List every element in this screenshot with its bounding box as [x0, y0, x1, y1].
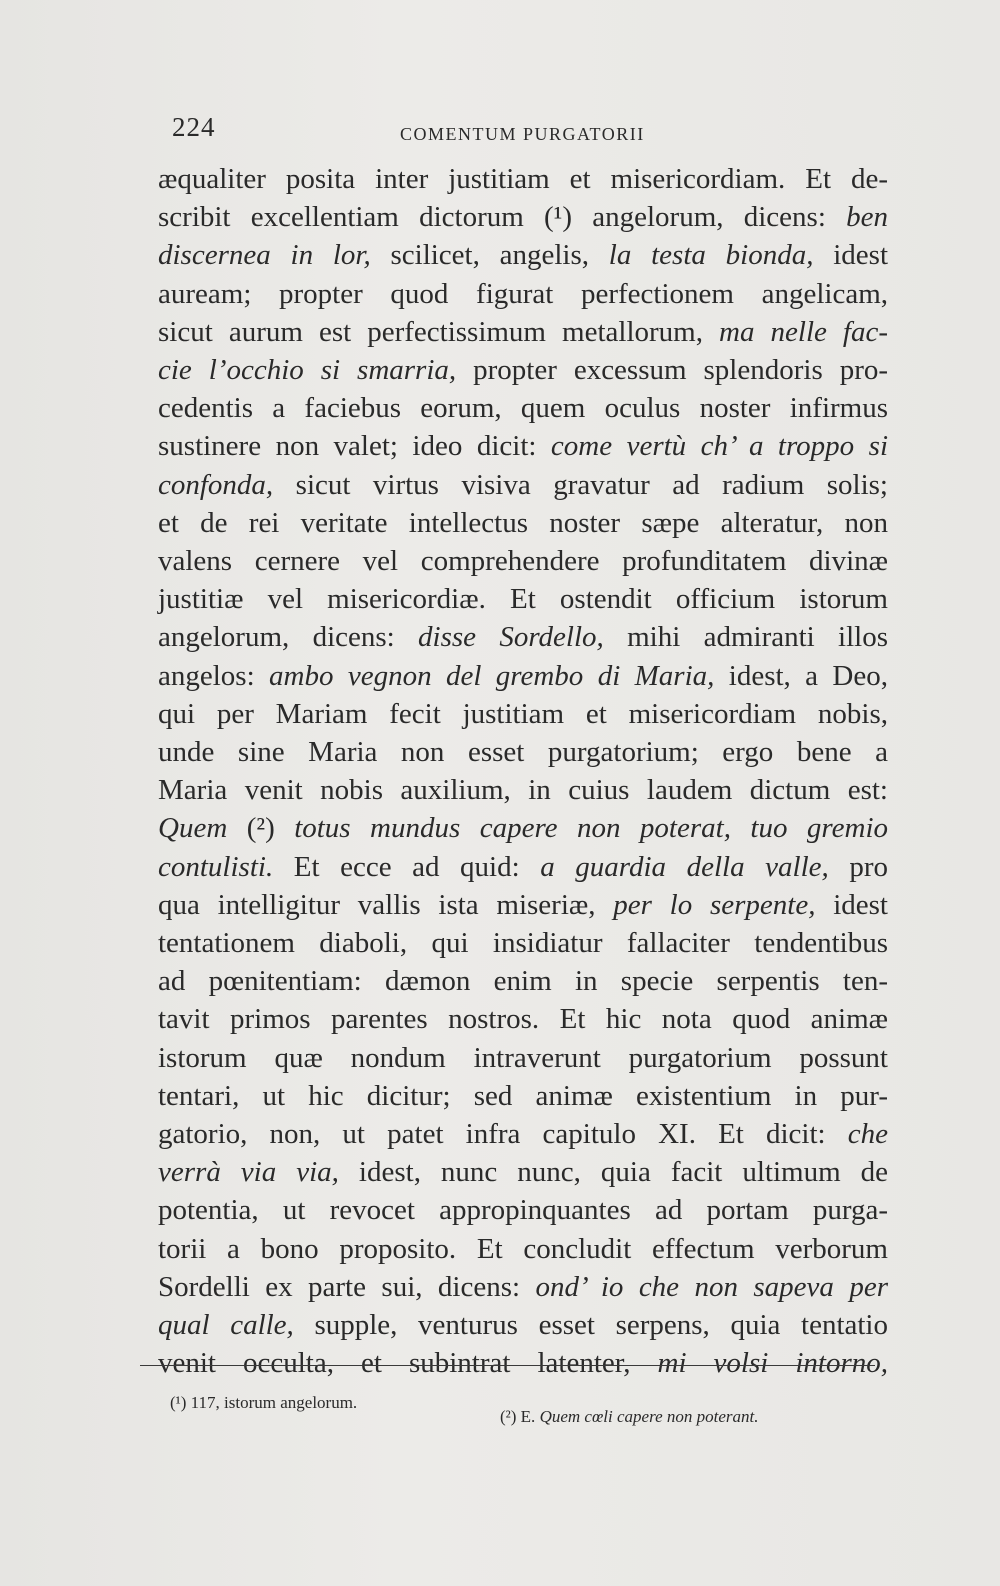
footnote-2-italic: Quem cœli capere non poterant.	[539, 1407, 759, 1426]
text-line: qua intelligitur vallis ista miseriæ, per lo serpente, idest	[158, 888, 888, 921]
text-line: Quem (²) totus mundus capere non poterat, tuo gremio	[158, 812, 888, 845]
text-line: confonda, sicut virtus visiva gravatur ad radium solis;	[158, 468, 888, 501]
text-line: angelos: ambo vegnon del grembo di Maria, idest, a Deo,	[158, 659, 888, 692]
text-line: auream; propter quod figurat perfectionem angelicam,	[158, 277, 888, 310]
text-line: cedentis a faciebus eorum, quem oculus noster infirmus	[158, 392, 888, 425]
footnote-rule	[140, 1365, 875, 1366]
page-number: 224	[172, 112, 216, 142]
text-line: tentationem diaboli, qui insidiatur fallaciter tendentibus	[158, 927, 888, 960]
text-line: valens cernere vel comprehendere profunditatem divinæ	[158, 545, 888, 578]
page-header	[172, 112, 882, 152]
footnote-2-prefix: (²) E.	[500, 1407, 536, 1426]
text-line: contulisti. Et ecce ad quid: a guardia della valle, pro	[158, 850, 888, 883]
text-line: scribit excellentiam dictorum (¹) angelorum, dicens: ben	[158, 201, 888, 234]
text-line: unde sine Maria non esset purgatorium; ergo bene a	[158, 736, 888, 769]
text-line: verrà via via, idest, nunc nunc, quia facit ultimum de	[158, 1156, 889, 1189]
text-line: cie l’occhio si smarria, propter excessum splendoris pro-	[158, 354, 889, 387]
text-line: æqualiter posita inter justitiam et misericordiam. Et de-	[158, 163, 888, 195]
footnotes	[170, 1393, 870, 1426]
body-text	[158, 160, 888, 1383]
text-line: tavit primos parentes nostros. Et hic nota quod animæ	[158, 1003, 888, 1036]
text-line: potentia, ut revocet appropinquantes ad portam purga-	[158, 1194, 888, 1227]
text-line: et de rei veritate intellectus noster sæpe alteratur, non	[158, 506, 888, 539]
text-line: istorum quæ nondum intraverunt purgatorium possunt	[158, 1041, 888, 1074]
footnote-2	[500, 1407, 758, 1427]
text-line: discernea in lor, scilicet, angelis, la testa bionda, idest	[158, 239, 889, 272]
footnote-1: (¹) 117, istorum angelorum.	[170, 1393, 358, 1412]
text-line: tentari, ut hic dicitur; sed animæ existentium in pur-	[158, 1079, 888, 1112]
text-line: sustinere non valet; ideo dicit: come vertù ch’ a troppo si	[158, 430, 889, 463]
text-line: sicut aurum est perfectissimum metallorum, ma nelle fac-	[158, 315, 889, 348]
text-line: gatorio, non, ut patet infra capitulo XI. Et dicit: che	[158, 1118, 888, 1151]
text-line: qual calle, supple, venturus esset serpens, quia tentatio	[158, 1309, 888, 1342]
running-title: COMENTUM PURGATORII	[400, 124, 645, 144]
text-line: Maria venit nobis auxilium, in cuius laudem dictum est:	[158, 774, 888, 807]
text-line: ad pœnitentiam: dæmon enim in specie serpentis ten-	[158, 965, 888, 998]
text-line: torii a bono proposito. Et concludit effectum verborum	[158, 1232, 888, 1265]
text-line: venit occulta, et subintrat latenter, mi volsi intorno,	[158, 1347, 888, 1380]
text-line: justitiæ vel misericordiæ. Et ostendit officium istorum	[158, 583, 888, 616]
text-line: qui per Mariam fecit justitiam et misericordiam nobis,	[158, 697, 888, 730]
text-line: Sordelli ex parte sui, dicens: ond’ io che non sapeva per	[158, 1270, 888, 1303]
text-line: angelorum, dicens: disse Sordello, mihi admiranti illos	[158, 621, 888, 654]
